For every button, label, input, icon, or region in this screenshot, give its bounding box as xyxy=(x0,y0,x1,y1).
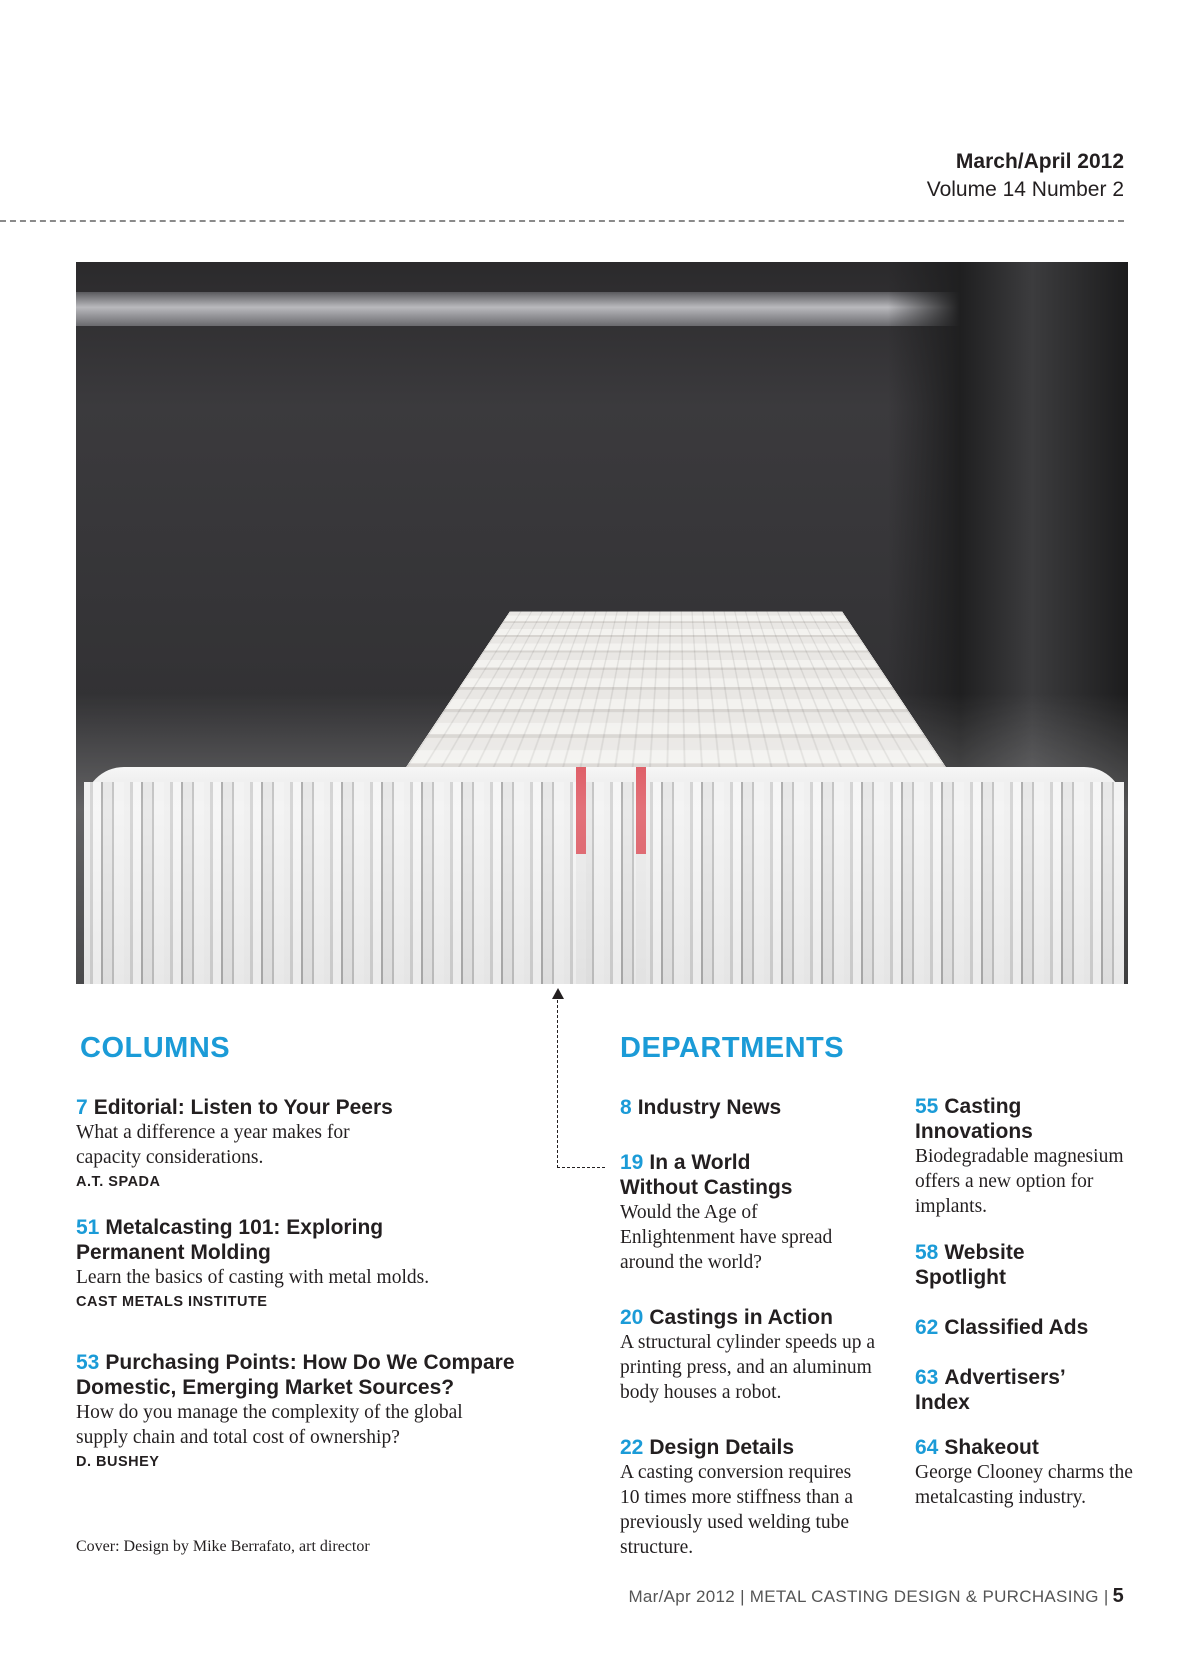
toc-item[interactable] xyxy=(915,1315,1135,1340)
item-title: Classified Ads xyxy=(944,1316,1089,1339)
pointer-line xyxy=(557,1000,558,1168)
page-number: 63 xyxy=(915,1366,939,1389)
item-title: Casting Innovations xyxy=(915,1095,1033,1143)
item-description: Learn the basics of casting with metal molds. xyxy=(76,1267,430,1288)
issue-header xyxy=(927,148,1124,204)
page-number: 22 xyxy=(620,1436,644,1459)
page-number: 55 xyxy=(915,1095,939,1118)
columns-heading: COLUMNS xyxy=(80,1032,231,1064)
item-title: Website Spotlight xyxy=(915,1241,1025,1289)
item-title: Purchasing Points: How Do We Compare Domestic, Emerging Market Sources? xyxy=(76,1351,515,1399)
item-title: Metalcasting 101: Exploring Permanent Molding xyxy=(76,1216,384,1264)
page-number: 64 xyxy=(915,1436,939,1459)
item-author: D. BUSHEY xyxy=(76,1454,160,1470)
dashed-divider xyxy=(0,220,1124,222)
item-title: Advertisers’ Index xyxy=(915,1366,1065,1414)
page-number: 62 xyxy=(915,1316,939,1339)
page-number: 7 xyxy=(76,1096,88,1119)
item-title: Editorial: Listen to Your Peers xyxy=(93,1096,393,1119)
item-author: A.T. SPADA xyxy=(76,1174,161,1190)
toc-item[interactable] xyxy=(915,1435,1140,1510)
pointer-arrow-icon xyxy=(552,988,564,999)
page-number: 8 xyxy=(620,1096,632,1119)
toc-item[interactable] xyxy=(620,1435,890,1560)
item-description: A structural cylinder speeds up a printing press, and an aluminum body houses a robot. xyxy=(620,1332,876,1403)
item-author: CAST METALS INSTITUTE xyxy=(76,1294,268,1310)
departments-heading: DEPARTMENTS xyxy=(620,1032,845,1064)
toc-item[interactable] xyxy=(915,1365,1115,1415)
page-number: 19 xyxy=(620,1151,644,1174)
toc-item[interactable] xyxy=(915,1094,1135,1219)
page-number: 53 xyxy=(76,1351,100,1374)
toc-item[interactable] xyxy=(76,1095,476,1190)
item-title: Design Details xyxy=(649,1436,795,1459)
item-description: What a difference a year makes for capacity considerations. xyxy=(76,1122,350,1168)
page-number: 20 xyxy=(620,1306,644,1329)
toc-item[interactable] xyxy=(76,1215,476,1310)
item-title: Industry News xyxy=(637,1096,782,1119)
item-title: Shakeout xyxy=(944,1436,1039,1459)
page-number: 51 xyxy=(76,1216,100,1239)
toc-item[interactable] xyxy=(915,1240,1115,1290)
footer-text: Mar/Apr 2012 | METAL CASTING DESIGN & PURCHASING | xyxy=(628,1587,1109,1606)
cover-photo-printing-press xyxy=(76,262,1128,984)
page-number-footer: 5 xyxy=(1112,1585,1124,1607)
toc-item[interactable] xyxy=(620,1095,890,1120)
pointer-line xyxy=(557,1167,605,1168)
item-title: In a World Without Castings xyxy=(620,1151,793,1199)
item-description: George Clooney charms the metalcasting industry. xyxy=(915,1462,1133,1508)
toc-item[interactable] xyxy=(76,1350,556,1470)
page-number: 58 xyxy=(915,1241,939,1264)
toc-item[interactable] xyxy=(620,1150,870,1275)
item-title: Castings in Action xyxy=(649,1306,833,1329)
item-description: A casting conversion requires 10 times more stiffness than a previously used welding tube structure. xyxy=(620,1462,854,1558)
item-description: Would the Age of Enlightenment have spread around the world? xyxy=(620,1202,833,1273)
toc-item[interactable] xyxy=(620,1305,890,1405)
item-description: How do you manage the complexity of the global supply chain and total cost of ownership? xyxy=(76,1402,463,1448)
motion-blur xyxy=(76,692,1128,984)
cover-credit: Cover: Design by Mike Berrafato, art director xyxy=(76,1538,370,1555)
page-footer xyxy=(628,1585,1124,1608)
issue-date: March/April 2012 xyxy=(955,150,1124,173)
item-description: Biodegradable magnesium offers a new option for implants. xyxy=(915,1146,1124,1217)
issue-volume: Volume 14 Number 2 xyxy=(926,178,1124,201)
